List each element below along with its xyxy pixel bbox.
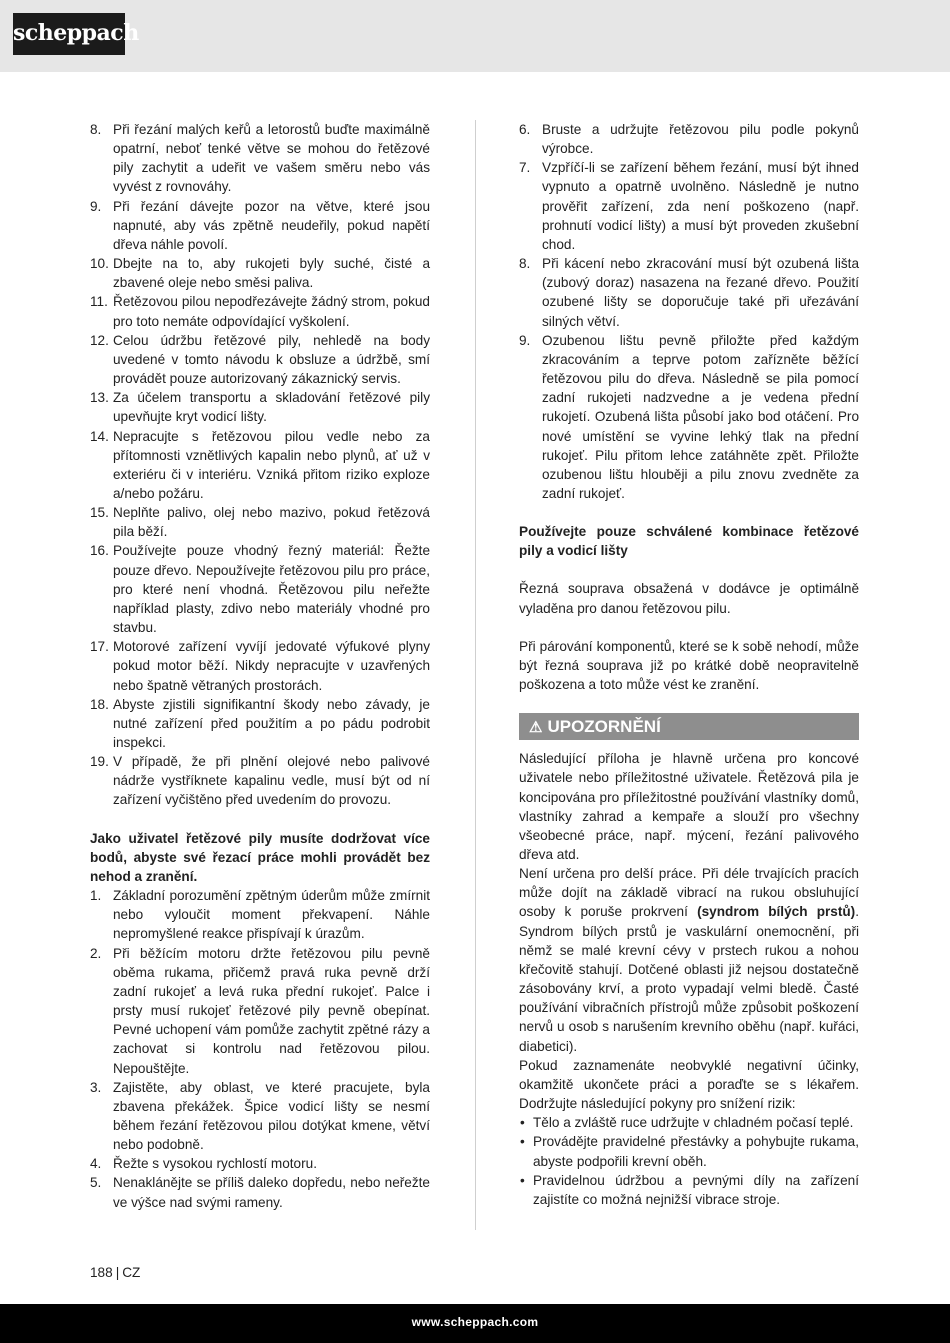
- side-effects-paragraph: Pokud zaznamenáte neobvyklé negativní účinky, okamžitě ukončete práci a poraďte se s lékařem. Dodržujte následující pokyny pro snížení rizik:: [519, 1057, 859, 1112]
- approved-combinations-heading: Používejte pouze schválené kombinace řetězové pily a vodicí lišty: [519, 524, 859, 559]
- list-item-text: Při kácení nebo zkracování musí být ozubená lišta (zubový doraz) nasazena na řezané dřevo. Použití ozubené lišty se doporučuje také při uřezávání silných větví.: [542, 256, 859, 329]
- safety-list-2: [90, 886, 430, 1212]
- page-footer: [0, 1304, 950, 1343]
- list-item: [90, 120, 430, 197]
- list-item-text: Zajistěte, aby oblast, ve které pracujete, byla zbavena překážek. Špice vodicí lišty se nesmí během řezání řetězovou pilou dotýkat kmene, větví nebo podobně.: [113, 1079, 430, 1153]
- list-item: [90, 427, 430, 504]
- list-item-number: 13.: [90, 390, 109, 406]
- list-item-number: 19.: [90, 754, 109, 770]
- list-item-text: Při běžícím motoru držte řetězovou pilu pevně oběma rukama, přičemž pravá ruka pevně drží zadní rukojeť a levá ruka přední rukojeť. Palce i prsty musí rukojeť řetězové pily pevně obepínat. Pevné uchopení vám pomůže zachytit zpětné rázy a zachovat si kontrolu nad řetězovou pilou. Nepouštějte.: [113, 945, 430, 1076]
- list-item-text: Vzpříčí-li se zařízení během řezání, musí být ihned vypnuto a opatrně uvolněno. Následně je nutno prověřit zařízení, zda není poškozeno (např. prohnutí vodicí lišty) a musí být proveden zkušební chod.: [542, 160, 859, 252]
- list-item: [90, 886, 430, 943]
- component-mismatch-paragraph: Při párování komponentů, které se k sobě nehodí, může být řezná souprava již po krátké době neopravitelně poškozena a toto může vést ke zranění.: [519, 638, 859, 693]
- list-item-text: Řetězovou pilou nepodřezávejte žádný strom, pokud pro toto nemáte odpovídající vyškolení.: [113, 294, 430, 329]
- list-item-number: 11.: [90, 294, 108, 310]
- list-item-number: 5.: [90, 1175, 102, 1191]
- bullet-dot-icon: •: [520, 1115, 525, 1131]
- list-item: [90, 331, 430, 388]
- list-item-text: Základní porozumění zpětným úderům může zmírnit nebo vyloučit moment překvapení. Náhle nepromyšlené reakce přispívají k úrazům.: [113, 888, 430, 942]
- list-item-text: Abyste zjistili signifikantní škody nebo závady, je nutné zařízení před použitím a po pádu podrobit inspekci.: [113, 696, 430, 750]
- list-item-number: 3.: [90, 1079, 102, 1095]
- list-item: [90, 541, 430, 637]
- right-column: [519, 120, 859, 1209]
- bullet-text: Provádějte pravidelné přestávky a pohybujte rukama, abyste podpořili krevní oběh.: [533, 1134, 859, 1169]
- list-item-number: 8.: [519, 256, 531, 272]
- list-item-text: Při řezání dávejte pozor na větve, které jsou napnuté, aby vás zpětně neudeřily, pokud napětí dřeva náhle povolí.: [113, 198, 430, 252]
- list-item-text: Neplňte palivo, olej nebo mazivo, pokud řetězová pila běží.: [113, 505, 430, 540]
- list-item-number: 17.: [90, 639, 109, 655]
- list-item: [90, 1078, 430, 1155]
- list-item-number: 6.: [519, 122, 531, 137]
- list-item-number: 14.: [90, 428, 109, 444]
- list-item: [90, 1154, 430, 1173]
- language-code: CZ: [122, 1265, 141, 1280]
- list-item-number: 9.: [90, 198, 102, 214]
- bullet-item: [519, 1132, 859, 1170]
- left-column: [90, 120, 430, 1212]
- warning-triangle-icon: ⚠: [529, 719, 543, 737]
- safety-list-3: [519, 120, 859, 503]
- warning-label: UPOZORNĚNÍ: [547, 717, 661, 737]
- list-item: [519, 120, 859, 158]
- list-item-text: Nenaklánějte se příliš daleko dopředu, nebo neřežte ve výšce nad svými rameny.: [113, 1175, 430, 1210]
- column-divider: [475, 120, 476, 1230]
- page-number: 188 | CZ: [90, 1265, 141, 1280]
- list-item-number: 4.: [90, 1156, 102, 1172]
- list-item-text: Ozubenou lištu pevně přiložte před každým zkracováním a teprve potom zařízněte běžící řetězovou pilu do dřeva. Následně se pila pomocí zadní rukojeti nadzvedne a je vedena přední rukojetí. Ozubená lišta působí jako bod otáčení. Pro nové umístění se vyvine lehký tlak na přední rukojeť. Pilu přitom lehce zatáhněte zpět. Přiložte ozubenou lištu hlouběji a pilu znovu zvedněte za zadní rukojeť.: [542, 332, 859, 501]
- list-item-text: Řežte s vysokou rychlostí motoru.: [113, 1156, 317, 1172]
- list-item: [519, 254, 859, 331]
- cutting-set-paragraph: Řezná souprava obsažená v dodávce je optimálně vyladěna pro danou řetězovou pilu.: [519, 581, 859, 616]
- list-item-number: 9.: [519, 332, 531, 348]
- list-item-text: Nepracujte s řetězovou pilou vedle nebo za přítomnosti vznětlivých kapalin nebo plynů, ať už v exteriéru či v interiéru. Vzniká přitom riziko exploze a/nebo požáru.: [113, 428, 430, 501]
- bullet-dot-icon: •: [520, 1134, 525, 1150]
- list-item-number: 2.: [90, 945, 102, 961]
- list-item: [90, 197, 430, 254]
- list-item-text: Používejte pouze vhodný řezný materiál: Řežte pouze dřevo. Nepoužívejte řetězovou pilu pro práce, pro které není vhodná. Řetězovou pilu neřežte například plasty, zdivo nebo materiály vhodné pro stavbu.: [113, 543, 430, 636]
- list-item: [90, 752, 430, 809]
- list-item: [90, 254, 430, 292]
- list-item-text: Za účelem transportu a skladování řetězové pily upevňujte kryt vodicí lišty.: [113, 390, 430, 425]
- list-item-number: 10.: [90, 256, 109, 272]
- list-item-number: 18.: [90, 696, 109, 712]
- bullet-item: [519, 1113, 859, 1132]
- bullet-dot-icon: •: [520, 1172, 525, 1188]
- scheppach-logo: scheppach: [13, 13, 125, 55]
- list-item-number: 16.: [90, 543, 109, 559]
- list-item-text: Při řezání malých keřů a letorostů buďte maximálně opatrní, neboť tenké větve se mohou do řetězové pily zachytit a udeřit ve vašem směru nebo vás vyvést z rovnováhy.: [113, 122, 430, 195]
- list-item: [519, 331, 859, 503]
- list-item-number: 15.: [90, 505, 109, 521]
- chainsaw-user-heading: Jako uživatel řetězové pily musíte dodržovat více bodů, abyste své řezací práce mohli provádět bez nehod a zranění.: [90, 830, 430, 884]
- vibration-paragraph: Není určena pro delší práce. Při déle trvajících pracích může dojít na základě vibrací na rukou obsluhující osoby k poruše prokrvení (syndrom bílých prstů). Syndrom bílých prstů je vaskulární onemocnění, při němž se malé krevní cévy v prstech rukou a nohou křečovitě stahují. Dotčené oblasti již nejsou dostatečně zásobovány krví, a proto vypadají velmi bledě. Časté používání vibračních přístrojů může způsobit poškození nervů u osob s narušením krevního oběhu (např. kuřáci, diabetici).: [519, 866, 859, 1054]
- list-item: [90, 292, 430, 330]
- safety-list-1: [90, 120, 430, 810]
- list-item-text: Motorové zařízení vyvíjí jedovaté výfukové plyny pokud motor běží. Nikdy nepracujte v uzavřených nebo špatně větraných prostorách.: [113, 639, 430, 693]
- page-header: [0, 0, 950, 72]
- list-item: [90, 503, 430, 541]
- list-item: [90, 944, 430, 1078]
- bullet-text: Pravidelnou údržbou a pevnými díly na zařízení zajistíte co možná nejnižší vibrace stroje.: [533, 1172, 859, 1207]
- intended-use-paragraph: Následující příloha je hlavně určena pro koncové uživatele nebo příležitostné uživatele. Řetězová pila je koncipována pro příležitostné používání vlastníky domů, vlastníky zahrad a kempaře a slouží pro všechny všeobecné práce, např. mýcení, řezání palivového dřeva atd.: [519, 751, 859, 862]
- list-item: [519, 158, 859, 254]
- list-item-text: V případě, že při plnění olejové nebo palivové nádrže vystříknete kapalinu vedle, musí být od ní zařízení vyčištěno před uvedením do provozu.: [113, 754, 430, 808]
- list-item: [90, 695, 430, 752]
- list-item: [90, 388, 430, 426]
- white-finger-term: (syndrom bílých prstů): [697, 904, 856, 920]
- list-item-number: 12.: [90, 332, 109, 348]
- list-item-number: 1.: [90, 888, 102, 904]
- list-item: [90, 637, 430, 694]
- list-item-text: Celou údržbu řetězové pily, nehledě na body uvedené v tomto návodu k obsluze a údržbě, smí provádět pouze autorizovaný zákaznický servis.: [113, 332, 430, 387]
- list-item-number: 7.: [519, 160, 531, 176]
- risk-reduction-list: [519, 1113, 859, 1209]
- list-item: [90, 1173, 430, 1211]
- warning-banner: [519, 713, 859, 740]
- bullet-item: [519, 1171, 859, 1209]
- list-item-text: Bruste a udržujte řetězovou pilu podle pokynů výrobce.: [542, 122, 859, 157]
- list-item-number: 8.: [90, 122, 102, 137]
- bullet-text: Tělo a zvláště ruce udržujte v chladném počasí teplé.: [533, 1115, 854, 1131]
- list-item-text: Dbejte na to, aby rukojeti byly suché, čisté a zbavené oleje nebo směsi paliva.: [113, 256, 430, 291]
- footer-url: www.scheppach.com: [411, 1315, 539, 1329]
